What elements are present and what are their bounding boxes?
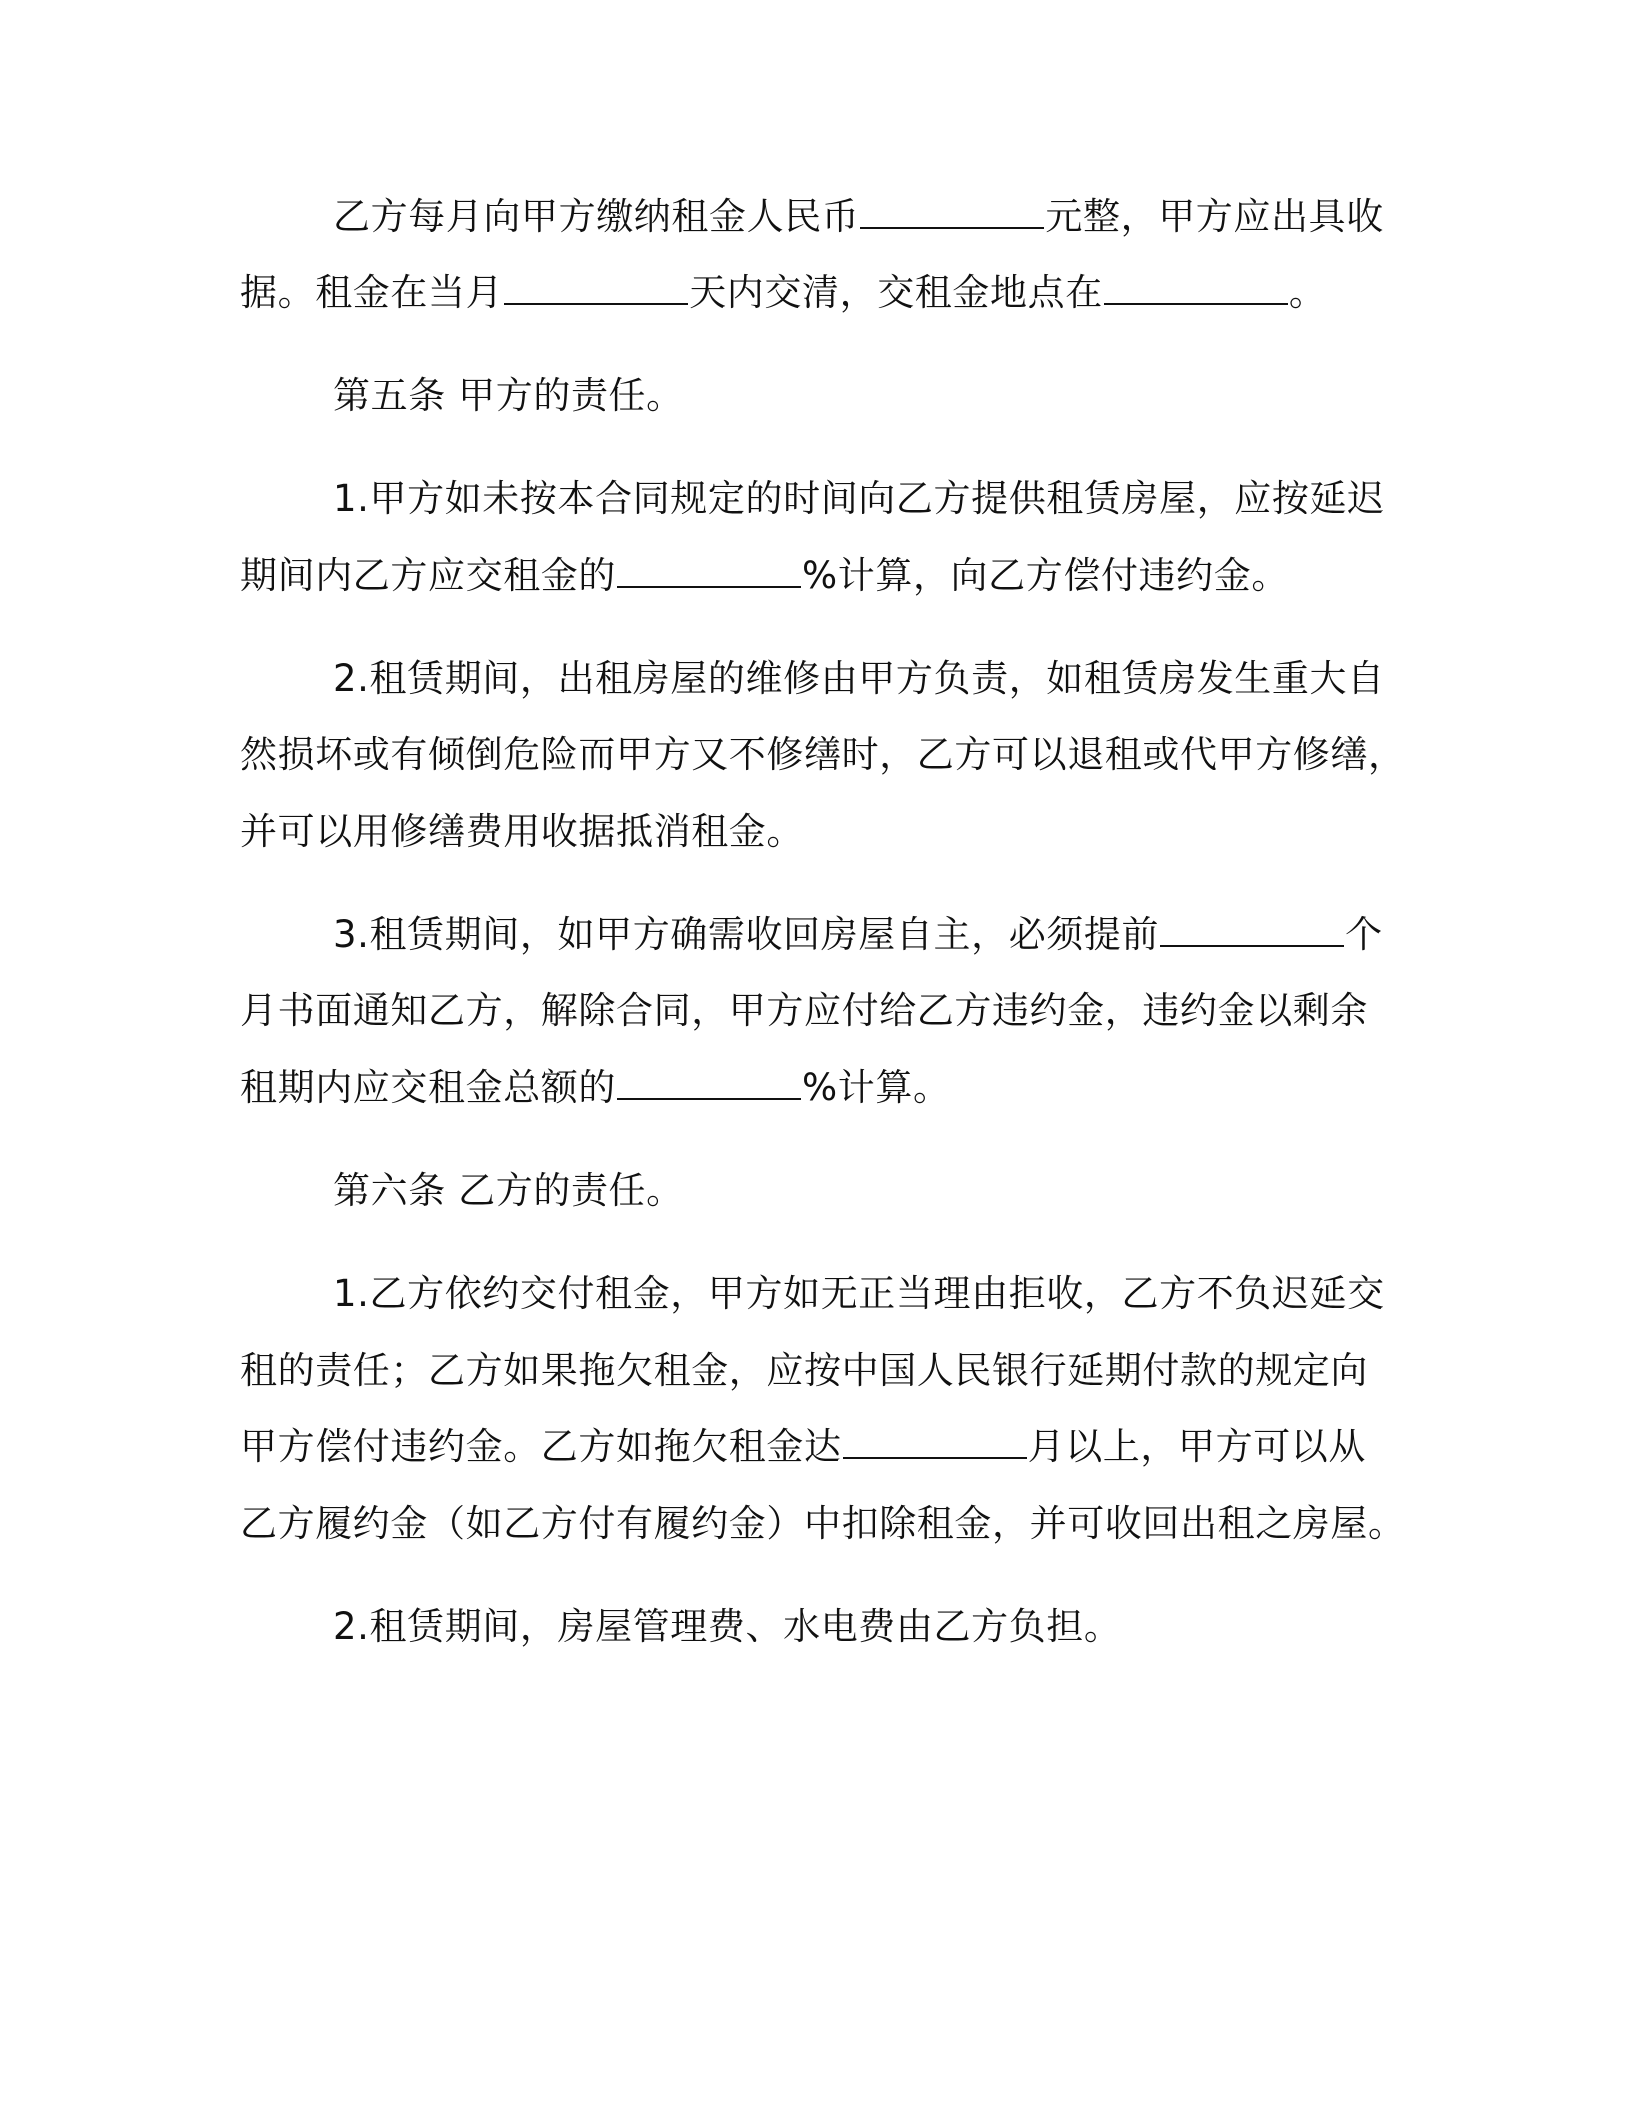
blank-payment-location xyxy=(1104,269,1288,305)
text-segment: 月以上，甲方可以从 xyxy=(1027,1425,1367,1468)
text-segment: 租的责任；乙方如果拖欠租金，应按中国人民银行延期付款的规定向 xyxy=(240,1349,1368,1392)
article-6-item-1-line-1 xyxy=(333,1269,1385,1319)
text-segment: 月书面通知乙方，解除合同，甲方应付给乙方违约金，违约金以剩余 xyxy=(240,989,1368,1032)
text-segment: 据。租金在当月 xyxy=(240,271,504,314)
text-segment: 租期内应交租金总额的 xyxy=(240,1066,616,1109)
article-5-item-1-line-1 xyxy=(333,474,1385,524)
article-5-item-3-line-1 xyxy=(333,910,1383,960)
text-segment: 然损坏或有倾倒危险而甲方又不修缮时，乙方可以退租或代甲方修缮， xyxy=(240,733,1406,776)
text-segment: 2.租赁期间，出租房屋的维修由甲方负责，如租赁房发生重大自 xyxy=(333,657,1385,700)
rent-payment-line-1 xyxy=(333,192,1384,242)
text-segment: %计算，向乙方偿付违约金。 xyxy=(802,554,1289,597)
blank-notice-months xyxy=(1160,911,1344,947)
text-segment: 2.租赁期间，房屋管理费、水电费由乙方负担。 xyxy=(333,1605,1122,1648)
article-5-item-2-line-3 xyxy=(240,807,804,857)
heading-text: 第六条 乙方的责任。 xyxy=(333,1169,684,1212)
article-6-heading xyxy=(333,1166,684,1216)
text-segment: 并可以用修缮费用收据抵消租金。 xyxy=(240,810,804,853)
text-segment: 天内交清，交租金地点在 xyxy=(689,271,1103,314)
text-segment: 期间内乙方应交租金的 xyxy=(240,554,616,597)
text-segment: 3.租赁期间，如甲方确需收回房屋自主，必须提前 xyxy=(333,913,1160,956)
article-5-item-1-line-2 xyxy=(240,551,1289,601)
article-5-heading xyxy=(333,371,684,421)
blank-delay-penalty-percent xyxy=(617,552,801,588)
text-segment: 。 xyxy=(1288,271,1327,314)
text-segment: 1.乙方依约交付租金，甲方如无正当理由拒收，乙方不负迟延交 xyxy=(333,1272,1385,1315)
blank-rent-amount xyxy=(860,193,1044,229)
text-segment: 甲方偿付违约金。乙方如拖欠租金达 xyxy=(240,1425,842,1468)
text-segment: 乙方履约金（如乙方付有履约金）中扣除租金，并可收回出租之房屋。 xyxy=(240,1502,1406,1545)
rent-payment-line-2 xyxy=(240,268,1326,318)
text-segment: 元整，甲方应出具收 xyxy=(1045,195,1384,238)
article-6-item-2-line-1 xyxy=(333,1602,1122,1652)
text-segment: 1.甲方如未按本合同规定的时间向乙方提供租赁房屋，应按延迟 xyxy=(333,477,1385,520)
text-segment: 乙方每月向甲方缴纳租金人民币 xyxy=(333,195,860,238)
text-segment: %计算。 xyxy=(802,1066,951,1109)
blank-termination-percent xyxy=(617,1064,801,1100)
article-5-item-3-line-2 xyxy=(240,986,1368,1036)
article-5-item-2-line-2 xyxy=(240,730,1406,780)
blank-payment-days xyxy=(504,269,688,305)
blank-arrears-months xyxy=(843,1423,1027,1459)
article-6-item-1-line-4 xyxy=(240,1499,1406,1549)
article-5-item-3-line-3 xyxy=(240,1063,951,1113)
article-6-item-1-line-2 xyxy=(240,1346,1368,1396)
article-6-item-1-line-3 xyxy=(240,1422,1366,1472)
article-5-item-2-line-1 xyxy=(333,654,1385,704)
heading-text: 第五条 甲方的责任。 xyxy=(333,374,684,417)
text-segment: 个 xyxy=(1345,913,1383,956)
